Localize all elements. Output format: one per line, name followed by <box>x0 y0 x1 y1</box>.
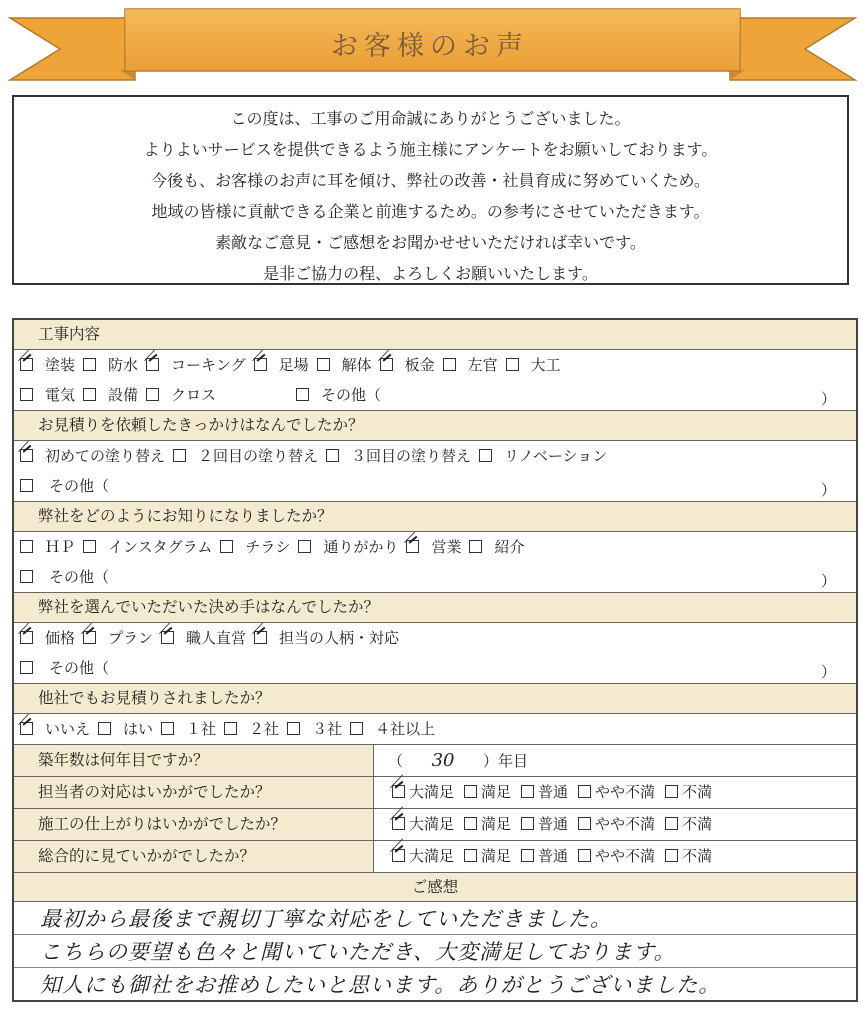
option-item[interactable] <box>20 623 75 653</box>
rating-option[interactable] <box>464 841 511 872</box>
option-item[interactable] <box>20 653 109 683</box>
rating-label: 普通 <box>538 783 569 801</box>
option-label: 初めての塗り替え <box>45 447 166 465</box>
checkbox[interactable] <box>392 817 405 830</box>
option-label: コーキング <box>171 356 246 374</box>
rating-label: 大満足 <box>409 815 455 833</box>
comments-heading: ご感想 <box>14 872 856 902</box>
option-item[interactable] <box>83 350 138 380</box>
checkbox[interactable] <box>20 570 33 583</box>
checkbox[interactable] <box>83 358 96 371</box>
rating-option[interactable] <box>665 841 712 872</box>
checkbox[interactable] <box>464 785 477 798</box>
option-item[interactable] <box>146 380 216 410</box>
checkbox[interactable] <box>296 388 309 401</box>
option-item[interactable] <box>83 623 153 653</box>
other-row <box>14 562 856 592</box>
banner-title: お客様のお声 <box>331 31 529 62</box>
open-paren: （ <box>388 752 404 770</box>
checkbox[interactable] <box>161 722 174 735</box>
checkbox[interactable] <box>464 817 477 830</box>
rating-option[interactable] <box>578 809 655 840</box>
option-label: 塗装 <box>45 356 76 374</box>
option-label: リノベーション <box>504 447 608 465</box>
question-heading: 弊社を選んでいただいた決め手はなんでしたか？ <box>14 592 856 623</box>
option-row <box>14 623 856 653</box>
checkbox[interactable] <box>464 849 477 862</box>
checkbox[interactable] <box>224 722 237 735</box>
question-heading: 施工の仕上がりはいかがでしたか？ <box>14 809 374 840</box>
rating-row <box>14 808 856 840</box>
option-item[interactable] <box>20 714 90 744</box>
checkbox[interactable] <box>479 449 492 462</box>
intro-message-box <box>12 95 849 285</box>
rating-options <box>374 841 856 872</box>
option-label: 通りがかり <box>323 538 399 556</box>
option-item[interactable] <box>443 350 498 380</box>
option-label: 防水 <box>108 356 139 374</box>
option-label: ２社 <box>249 720 280 738</box>
option-label: ３回目の塗り替え <box>351 447 472 465</box>
option-label: はい <box>123 720 154 738</box>
checkbox[interactable] <box>20 540 33 553</box>
other-label: その他（ <box>49 659 110 677</box>
option-label: 左官 <box>467 356 498 374</box>
option-label: 価格 <box>45 629 76 647</box>
rating-label: 満足 <box>481 815 512 833</box>
question-heading: 総合的に見ていかがでしたか？ <box>14 841 374 872</box>
option-row <box>14 714 856 744</box>
option-row <box>14 441 856 471</box>
option-item[interactable] <box>83 380 138 410</box>
checkbox[interactable] <box>161 631 174 644</box>
other-label: その他（ <box>49 477 110 495</box>
rating-option[interactable] <box>578 841 655 872</box>
option-item[interactable] <box>161 714 216 744</box>
option-label: 職人直営 <box>186 629 247 647</box>
checkbox[interactable] <box>20 661 33 674</box>
building-age-answer <box>374 745 856 776</box>
comment-line: こちらの要望も色々と聞いていただき、大変満足しております。 <box>14 935 856 968</box>
option-label: １社 <box>186 720 217 738</box>
intro-line: 是非ご協力の程、よろしくお願いいたします。 <box>263 264 598 283</box>
checkbox[interactable] <box>254 358 267 371</box>
option-item[interactable] <box>254 350 309 380</box>
checkbox[interactable] <box>521 817 534 830</box>
option-label: ３社 <box>312 720 343 738</box>
option-item[interactable] <box>83 532 212 562</box>
option-item[interactable] <box>20 562 109 592</box>
intro-line: この度は、工事のご用命誠にありがとうございました。 <box>230 109 631 128</box>
option-item[interactable] <box>380 350 435 380</box>
option-item[interactable] <box>317 350 372 380</box>
checkbox[interactable] <box>220 540 233 553</box>
checkbox[interactable] <box>326 449 339 462</box>
checkbox[interactable] <box>406 540 419 553</box>
checkbox[interactable] <box>578 849 591 862</box>
close-paren: ） <box>820 481 836 499</box>
option-item[interactable] <box>20 471 109 501</box>
option-item[interactable] <box>20 350 75 380</box>
option-label: インスタグラム <box>108 538 213 556</box>
question-heading: お見積りを依頼したきっかけはなんでしたか？ <box>14 410 856 441</box>
checkbox[interactable] <box>98 722 111 735</box>
intro-line: よりよいサービスを提供できるよう施主様にアンケートをお願いしております。 <box>143 140 718 159</box>
question-heading: 担当者の対応はいかがでしたか？ <box>14 777 374 808</box>
option-row <box>14 380 856 410</box>
checkbox[interactable] <box>469 540 482 553</box>
close-paren: ） <box>820 390 836 408</box>
checkbox[interactable] <box>254 631 267 644</box>
intro-line: 地域の皆様に貢献できる企業と前進するため。の参考にさせていただきます。 <box>151 202 710 221</box>
checkbox[interactable] <box>392 785 405 798</box>
option-item[interactable] <box>296 380 381 410</box>
intro-line: 今後も、お客様のお声に耳を傾け、弊社の改善・社員育成に努めていくため。 <box>151 171 710 190</box>
option-item[interactable] <box>20 441 165 471</box>
close-paren: ） <box>820 663 836 681</box>
question-heading: 工事内容 <box>14 320 856 350</box>
survey-table <box>12 318 858 1002</box>
option-item[interactable] <box>146 350 246 380</box>
other-row <box>14 471 856 501</box>
option-item[interactable] <box>287 714 342 744</box>
rating-option[interactable] <box>464 809 511 840</box>
checkbox[interactable] <box>20 631 33 644</box>
checkbox[interactable] <box>317 358 330 371</box>
rating-label: 不満 <box>682 847 713 865</box>
checkbox[interactable] <box>20 449 33 462</box>
option-label: クロス <box>171 386 217 404</box>
comment-line: 知人にも御社をお推めしたいと思います。ありがとうございました。 <box>40 973 721 997</box>
rating-option[interactable] <box>521 777 568 808</box>
checkbox[interactable] <box>350 722 363 735</box>
checkbox[interactable] <box>578 817 591 830</box>
rating-row <box>14 776 856 808</box>
option-item[interactable] <box>224 714 279 744</box>
rating-label: やや不満 <box>595 847 656 865</box>
option-label: 足場 <box>278 356 309 374</box>
checkbox[interactable] <box>443 358 456 371</box>
checkbox[interactable] <box>380 358 393 371</box>
option-label: 担当の人柄・対応 <box>279 629 400 647</box>
option-label: 解体 <box>341 356 372 374</box>
rating-label: 大満足 <box>409 847 455 865</box>
rating-row <box>14 840 856 872</box>
question-heading: 築年数は何年目ですか？ <box>14 745 374 776</box>
option-label: 大工 <box>530 356 561 374</box>
rating-options <box>374 777 856 808</box>
option-label: 設備 <box>108 386 139 404</box>
option-item[interactable] <box>298 532 398 562</box>
rating-label: 不満 <box>682 815 713 833</box>
option-item[interactable] <box>506 350 561 380</box>
option-item[interactable] <box>20 532 75 562</box>
checkbox[interactable] <box>146 388 159 401</box>
option-row <box>14 350 856 380</box>
checkbox[interactable] <box>173 449 186 462</box>
checkbox[interactable] <box>83 388 96 401</box>
checkbox[interactable] <box>83 540 96 553</box>
rating-label: 普通 <box>538 847 569 865</box>
option-item[interactable] <box>469 532 524 562</box>
option-label: ２回目の塗り替え <box>198 447 319 465</box>
rating-option[interactable] <box>392 809 454 840</box>
building-age-row <box>14 744 856 776</box>
option-item[interactable] <box>406 532 461 562</box>
option-item[interactable] <box>98 714 153 744</box>
rating-option[interactable] <box>521 841 568 872</box>
comment-line: 最初から最後まで親切丁寧な対応をしていただきました。 <box>14 902 856 935</box>
year-suffix: ）年目 <box>483 752 529 770</box>
option-label: 紹介 <box>494 538 525 556</box>
rating-option[interactable] <box>521 809 568 840</box>
checkbox[interactable] <box>20 479 33 492</box>
checkbox[interactable] <box>146 358 159 371</box>
option-row <box>14 532 856 562</box>
option-label: 営業 <box>431 538 462 556</box>
rating-options <box>374 809 856 840</box>
rating-option[interactable] <box>665 809 712 840</box>
option-label: プラン <box>108 629 154 647</box>
title-banner <box>0 0 867 92</box>
checkbox[interactable] <box>665 785 678 798</box>
rating-option[interactable] <box>392 841 454 872</box>
rating-label: 普通 <box>538 815 569 833</box>
rating-label: 不満 <box>682 783 713 801</box>
checkbox[interactable] <box>83 631 96 644</box>
option-label: 板金 <box>404 356 435 374</box>
option-item[interactable] <box>254 623 399 653</box>
checkbox[interactable] <box>506 358 519 371</box>
rating-option[interactable] <box>392 777 454 808</box>
option-item[interactable] <box>326 441 471 471</box>
option-label: ４社以上 <box>375 720 436 738</box>
checkbox[interactable] <box>20 722 33 735</box>
option-item[interactable] <box>161 623 246 653</box>
option-item[interactable] <box>20 380 75 410</box>
option-item[interactable] <box>220 532 290 562</box>
option-label: ＨＰ <box>45 538 76 556</box>
checkbox[interactable] <box>287 722 300 735</box>
question-heading: 他社でもお見積りされましたか？ <box>14 683 856 714</box>
rating-option[interactable] <box>665 777 712 808</box>
other-label: その他（ <box>49 568 110 586</box>
other-row <box>14 653 856 683</box>
intro-line: 素敵なご意見・ご感想をお聞かせせいただければ幸いです。 <box>215 233 646 252</box>
checkbox[interactable] <box>665 817 678 830</box>
rating-option[interactable] <box>464 777 511 808</box>
checkbox[interactable] <box>665 849 678 862</box>
checkbox[interactable] <box>392 849 405 862</box>
rating-label: 満足 <box>481 847 512 865</box>
checkbox[interactable] <box>20 358 33 371</box>
checkbox[interactable] <box>20 388 33 401</box>
option-item[interactable] <box>479 441 607 471</box>
close-paren: ） <box>820 572 836 590</box>
rating-label: やや不満 <box>595 815 656 833</box>
option-label: その他（ <box>321 386 382 404</box>
rating-label: やや不満 <box>595 783 656 801</box>
building-age-value[interactable]: 30 <box>431 750 455 771</box>
rating-label: 大満足 <box>409 783 455 801</box>
checkbox[interactable] <box>521 785 534 798</box>
option-label: いいえ <box>45 720 91 738</box>
option-item[interactable] <box>173 441 318 471</box>
question-heading: 弊社をどのようにお知りになりましたか？ <box>14 501 856 532</box>
checkbox[interactable] <box>298 540 311 553</box>
option-label: チラシ <box>245 538 291 556</box>
checkbox[interactable] <box>578 785 591 798</box>
checkbox[interactable] <box>521 849 534 862</box>
option-label: 電気 <box>45 386 76 404</box>
rating-label: 満足 <box>481 783 512 801</box>
option-item[interactable] <box>350 714 435 744</box>
rating-option[interactable] <box>578 777 655 808</box>
